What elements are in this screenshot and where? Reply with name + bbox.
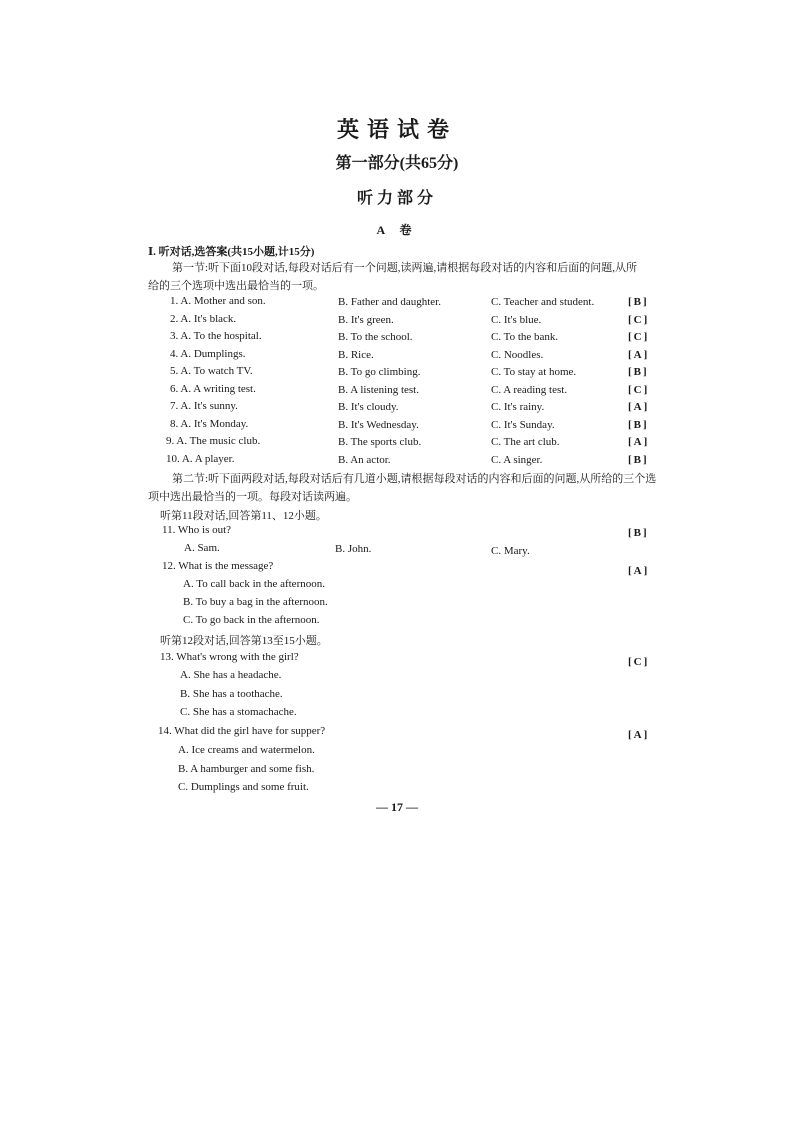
answer-key: [B] <box>628 419 649 431</box>
part1-heading: Ⅰ. 听对话,选答案(共15小题,计15分) <box>148 246 315 258</box>
option-b: B. A listening test. <box>338 384 419 396</box>
option-b: B. To the school. <box>338 331 413 343</box>
option-b: B. John. <box>335 543 372 555</box>
option-a: 10. A. A player. <box>166 453 235 465</box>
option-c: C. It's Sunday. <box>491 419 555 431</box>
sec2-instructions: 第二节:听下面两段对话,每段对话后有几道小题,请根据每段对话的内容和后面的问题,从所给的三个选项中选出最恰当的一项。每段对话读两遍。 <box>148 473 657 503</box>
option-b: B. It's cloudy. <box>338 401 399 413</box>
answer-key: [A] <box>628 349 650 361</box>
page-title: 英语试卷 <box>336 117 457 142</box>
question-stem: 13. What's wrong with the girl? <box>160 651 299 663</box>
answer-key: [C] <box>628 331 650 343</box>
paper-label: A 卷 <box>376 223 418 237</box>
answer-key: [A] <box>628 436 650 448</box>
option-a: 9. A. The music club. <box>166 435 261 447</box>
part-subtitle: 第一部分(共65分) <box>335 155 459 172</box>
option-a: A. Sam. <box>184 542 220 554</box>
option-a: A. She has a headache. <box>180 669 282 681</box>
answer-key: [B] <box>628 366 649 378</box>
option-b: B. Rice. <box>338 349 374 361</box>
answer-key: [A] <box>628 729 650 741</box>
option-a: 2. A. It's black. <box>170 313 237 325</box>
answer-key: [C] <box>628 656 650 668</box>
option-a: 4. A. Dumplings. <box>170 348 246 360</box>
option-c: C. Mary. <box>491 545 530 557</box>
option-c: C. Teacher and student. <box>491 296 595 308</box>
answer-key: [A] <box>628 565 650 577</box>
option-a: 7. A. It's sunny. <box>170 400 238 412</box>
option-c: C. To go back in the afternoon. <box>183 614 320 626</box>
option-a: 6. A. A writing test. <box>170 383 256 395</box>
option-b: B. To buy a bag in the afternoon. <box>183 596 328 608</box>
option-b: B. To go climbing. <box>338 366 421 378</box>
option-b: B. The sports club. <box>338 436 422 448</box>
option-a: 8. A. It's Monday. <box>170 418 249 430</box>
option-c: C. Dumplings and some fruit. <box>178 781 309 793</box>
option-c: C. It's blue. <box>491 314 542 326</box>
option-b: B. It's Wednesday. <box>338 419 419 431</box>
sec1-instructions: 第一节:听下面10段对话,每段对话后有一个问题,读两遍,请根据每段对话的内容和后面的问题,从所给的三个选项中选出最恰当的一项。 <box>148 262 638 292</box>
option-c: C. It's rainy. <box>491 401 545 413</box>
page-number: — 17 — <box>376 800 418 814</box>
option-c: C. A reading test. <box>491 384 568 396</box>
option-b: B. She has a toothache. <box>180 688 283 700</box>
answer-key: [B] <box>628 527 649 539</box>
option-a: 3. A. To the hospital. <box>170 330 262 342</box>
option-b: B. A hamburger and some fish. <box>178 763 315 775</box>
option-c: C. She has a stomachache. <box>180 706 297 718</box>
option-a: 5. A. To watch TV. <box>170 365 253 377</box>
answer-key: [C] <box>628 384 650 396</box>
section-title: 听力部分 <box>356 190 437 207</box>
answer-key: [B] <box>628 296 649 308</box>
option-c: C. Noodles. <box>491 349 544 361</box>
option-b: B. Father and daughter. <box>338 296 441 308</box>
option-c: C. To the bank. <box>491 331 559 343</box>
question-stem: 11. Who is out? <box>162 524 232 536</box>
dialogue11-intro: 听第11段对话,回答第11、12小题。 <box>160 510 327 522</box>
option-a: A. To call back in the afternoon. <box>183 578 325 590</box>
answer-key: [A] <box>628 401 650 413</box>
option-a: A. Ice creams and watermelon. <box>178 744 315 756</box>
option-a: 1. A. Mother and son. <box>170 295 266 307</box>
option-c: C. To stay at home. <box>491 366 577 378</box>
option-b: B. An actor. <box>338 454 391 466</box>
option-c: C. A singer. <box>491 454 543 466</box>
question-stem: 12. What is the message? <box>162 560 274 572</box>
option-c: C. The art club. <box>491 436 560 448</box>
dialogue12-intro: 听第12段对话,回答第13至15小题。 <box>160 635 328 647</box>
question-stem: 14. What did the girl have for supper? <box>158 725 326 737</box>
option-b: B. It's green. <box>338 314 394 326</box>
answer-key: [B] <box>628 454 649 466</box>
answer-key: [C] <box>628 314 650 326</box>
